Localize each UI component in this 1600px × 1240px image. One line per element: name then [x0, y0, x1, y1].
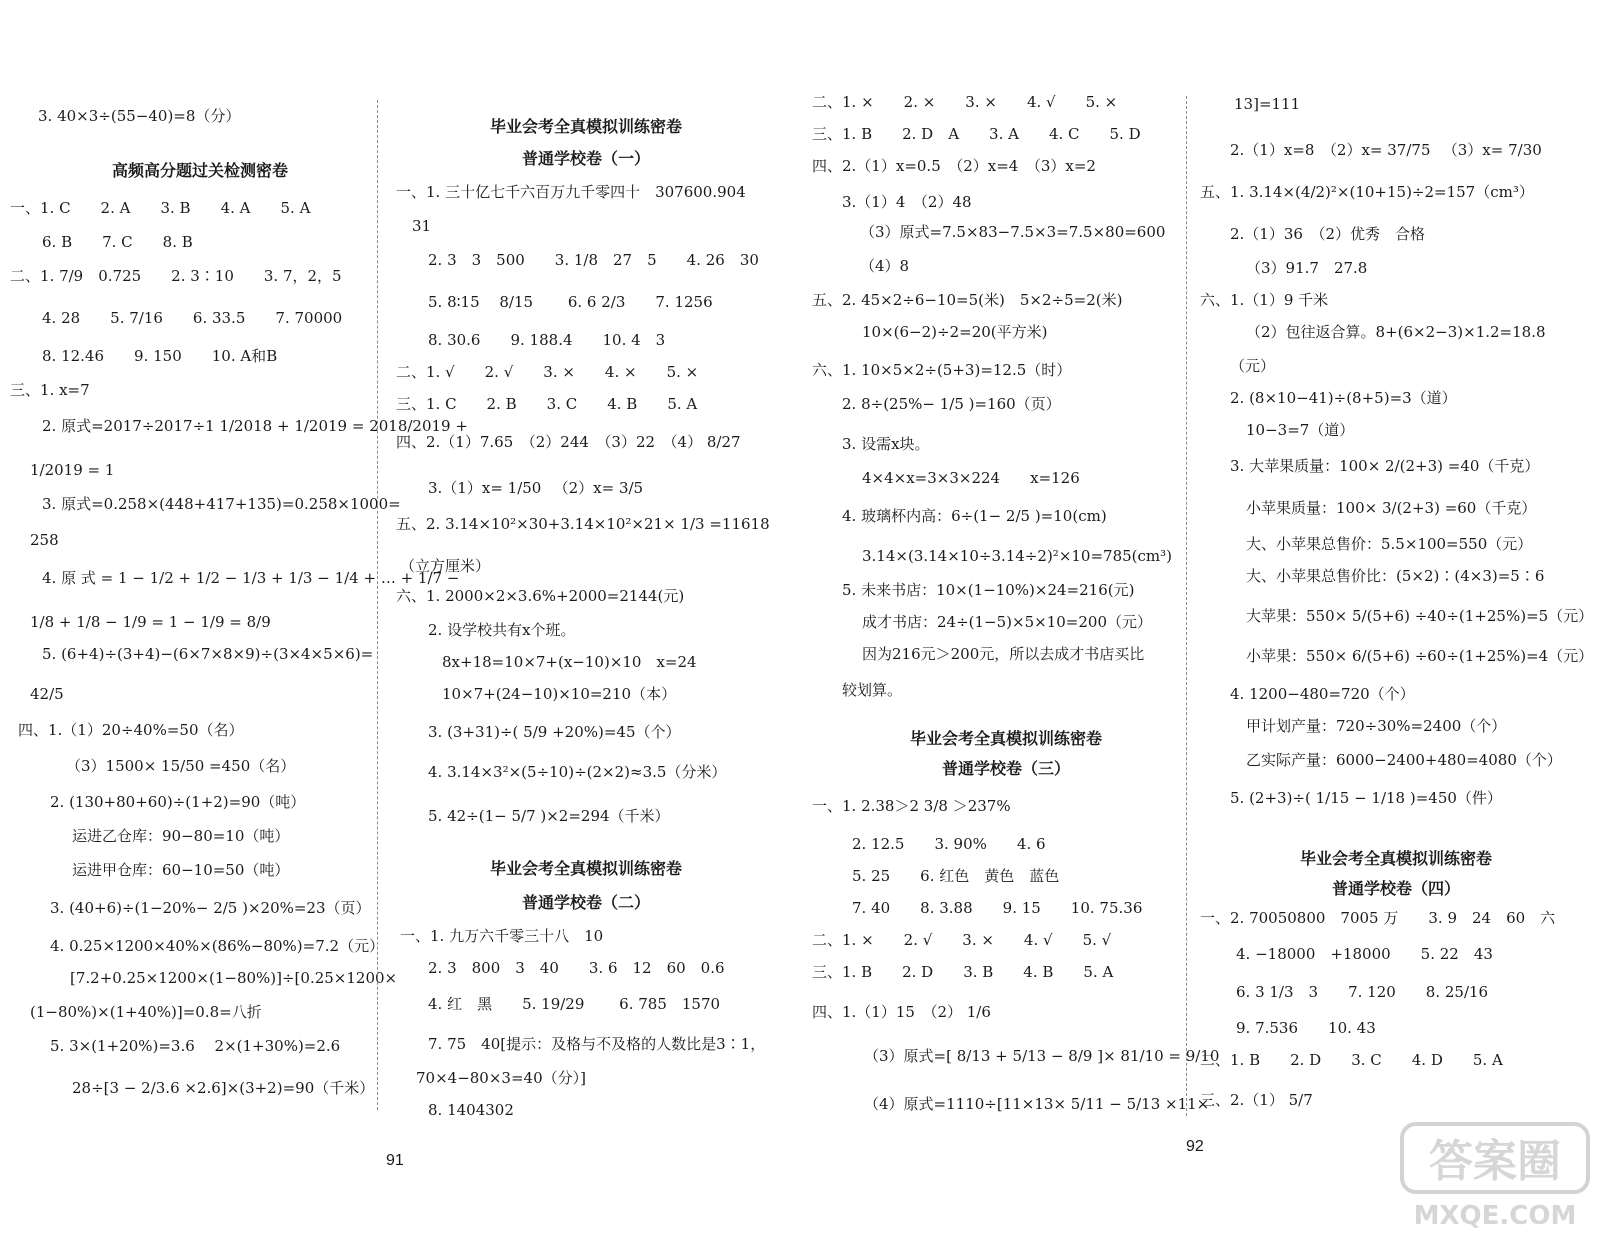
answer-line: 2.（1）x=8 （2）x= 37/75 （3）x= 7/30 — [1230, 141, 1542, 159]
answer-line: 4. 0.25×1200×40%×(86%−80%)=7.2（元） — [50, 937, 385, 955]
answer-line: 4. −18000 +18000 5. 22 43 — [1236, 945, 1493, 963]
exam-subtitle: 普通学校卷（二） — [521, 893, 650, 912]
answer-line: 四、2.（1）x=0.5 （2）x=4 （3）x=2 — [812, 157, 1096, 175]
answer-line: 70×4−80×3=40（分）] — [416, 1069, 586, 1087]
answer-line: 5. (2+3)÷( 1/15 − 1/18 )=450（件） — [1230, 789, 1502, 807]
answer-line: （4）原式=1110÷[11×13× 5/11 − 5/13 ×11× — [864, 1095, 1210, 1113]
answer-line: 4. 红 黑 5. 19/29 6. 785 1570 — [428, 995, 721, 1013]
answer-line: 5. (6+4)÷(3+4)−(6×7×8×9)÷(3×4×5×6)= — [42, 645, 374, 663]
answer-line: 3. 大苹果质量：100× 2/(2+3) =40（千克） — [1230, 457, 1540, 475]
answer-line: 5. 25 6. 红色 黄色 蓝色 — [852, 867, 1060, 885]
answer-line: 六、1. 2000×2×3.6%+2000=2144(元) — [396, 587, 685, 605]
answer-line: 4. 原 式 = 1 − 1/2 + 1/2 − 1/3 + 1/3 − 1/4 + … + 1/7 − — [42, 569, 460, 587]
answer-line: 一、1. C 2. A 3. B 4. A 5. A — [10, 199, 311, 217]
answer-line: 10−3=7（道） — [1246, 421, 1355, 439]
answer-line: 258 — [30, 531, 59, 549]
answer-line: 乙实际产量：6000−2400+480=4080（个） — [1246, 751, 1562, 769]
exam-subtitle: 普通学校卷（四） — [1331, 879, 1460, 898]
answer-line: 大苹果：550× 5/(5+6) ÷40÷(1+25%)=5（元） — [1246, 607, 1594, 625]
answer-line: 六、1.（1）9 千米 — [1200, 291, 1329, 309]
answer-line: （元） — [1230, 357, 1276, 375]
column-4 — [1196, 0, 1600, 1240]
answer-line: 运进甲仓库：60−10=50（吨） — [72, 861, 290, 879]
answer-line: 五、2. 45×2÷6−10=5(米) 5×2÷5=2(米) — [812, 291, 1123, 309]
answer-line: 三、1. x=7 — [10, 381, 90, 399]
answer-line: 小苹果：550× 6/(5+6) ÷60÷(1+25%)=4（元） — [1246, 647, 1594, 665]
column-divider — [1186, 96, 1187, 1116]
answer-line: 10×7+(24−10)×10=210（本） — [442, 685, 677, 703]
exam-title: 毕业会考全真模拟训练密卷 — [909, 729, 1102, 748]
answer-line: 8. 12.46 9. 150 10. A和B — [42, 347, 278, 365]
answer-line: 2. (130+80+60)÷(1+2)=90（吨） — [50, 793, 306, 811]
answer-line: 2. 12.5 3. 90% 4. 6 — [852, 835, 1046, 853]
answer-line: 5. 8∶15 8/15 6. 6 2/3 7. 1256 — [428, 293, 713, 311]
answer-line: 4. 玻璃杯内高：6÷(1− 2/5 )=10(cm) — [842, 507, 1107, 525]
answer-line: 3.（1）x= 1/50 （2）x= 3/5 — [428, 479, 644, 497]
column-3 — [806, 0, 1220, 1240]
answer-line: 二、1. × 2. √ 3. × 4. √ 5. √ — [812, 931, 1112, 949]
answer-line: 3. (40+6)÷(1−20%− 2/5 )×20%=23（页） — [50, 899, 371, 917]
answer-line: 8. 30.6 9. 188.4 10. 4 3 — [428, 331, 666, 349]
answer-line: （2）包往返合算。8+(6×2−3)×1.2=18.8 — [1246, 323, 1546, 341]
answer-line: （立方厘米） — [400, 557, 491, 575]
answer-line: 成才书店：24÷(1−5)×5×10=200（元） — [862, 613, 1152, 631]
answer-line: 二、1. √ 2. √ 3. × 4. × 5. × — [396, 363, 699, 381]
answer-line: 四、1.（1）15 （2） 1/6 — [812, 1003, 991, 1021]
answer-line: 5. 未来书店：10×(1−10%)×24=216(元) — [842, 581, 1135, 599]
answer-line: 2. 3 3 500 3. 1/8 27 5 4. 26 30 — [428, 251, 759, 269]
answer-line: 4. 3.14×3²×(5÷10)÷(2×2)≈3.5（分米） — [428, 763, 727, 781]
answer-line: （3）原式=7.5×83−7.5×3=7.5×80=600 — [860, 223, 1166, 241]
answer-line: 二、1. B 2. D 3. C 4. D 5. A — [1200, 1051, 1503, 1069]
answer-line: 一、2. 70050800 7005 万 3. 9 24 60 六 — [1200, 909, 1556, 927]
answer-line: 运进乙仓库：90−80=10（吨） — [72, 827, 290, 845]
answer-line: 2. 设学校共有x个班。 — [428, 621, 576, 639]
answer-line: 5. 42÷(1− 5/7 )×2=294（千米） — [428, 807, 670, 825]
answer-line: 3. 原式=0.258×(448+417+135)=0.258×1000= — [42, 495, 401, 513]
answer-line: 13]=111 — [1234, 95, 1301, 113]
answer-line: 8x+18=10×7+(x−10)×10 x=24 — [442, 653, 697, 671]
answer-line: 1/2019 = 1 — [30, 461, 115, 479]
answer-line: 2. 原式=2017÷2017÷1 1/2018 + 1/2019 = 2018/2019 + — [42, 417, 468, 435]
answer-line: 1/8 + 1/8 − 1/9 = 1 − 1/9 = 8/9 — [30, 613, 271, 631]
answer-line: 6. 3 1/3 3 7. 120 8. 25/16 — [1236, 983, 1489, 1001]
answer-line: 2.（1）36 （2）优秀 合格 — [1230, 225, 1425, 243]
answer-line: 2. 3 800 3 40 3. 6 12 60 0.6 — [428, 959, 725, 977]
watermark-text-top: 答案圈 — [1429, 1136, 1561, 1187]
exam-title: 毕业会考全真模拟训练密卷 — [489, 859, 682, 878]
answer-line: 7. 75 40[提示：及格与不及格的人数比是3∶1， — [428, 1035, 766, 1053]
answer-line: 8. 1404302 — [428, 1101, 514, 1119]
answer-line: （3）91.7 27.8 — [1246, 259, 1368, 277]
answer-line: 10×(6−2)÷2=20(平方米) — [862, 323, 1048, 341]
answer-line: 四、2.（1）7.65 （2）244 （3）22 （4） 8/27 — [396, 433, 741, 451]
exam-subtitle: 普通学校卷（一） — [521, 149, 650, 168]
answer-line: 五、2. 3.14×10²×30+3.14×10²×21× 1/3 =11618 — [396, 515, 770, 533]
section-heading: 高频高分题过关检测密卷 — [111, 161, 288, 180]
column-2 — [386, 0, 790, 1240]
answer-line: 7. 40 8. 3.88 9. 15 10. 75.36 — [852, 899, 1143, 917]
answer-line: 较划算。 — [842, 681, 903, 699]
answer-line: 2. 8÷(25%− 1/5 )=160（页） — [842, 395, 1061, 413]
answer-line: 4. 28 5. 7/16 6. 33.5 7. 70000 — [42, 309, 343, 327]
answer-line: （3）原式=[ 8/13 + 5/13 − 8/9 ]× 81/10 = 9/10 — [864, 1047, 1220, 1065]
answer-line: 5. 3×(1+20%)=3.6 2×(1+30%)=2.6 — [50, 1037, 341, 1055]
answer-line: [7.2+0.25×1200×(1−80%)]÷[0.25×1200× — [70, 969, 398, 987]
answer-line: 四、1.（1）20÷40%=50（名） — [18, 721, 244, 739]
page-number-left: 91 — [386, 1152, 404, 1169]
answer-line: 二、1. × 2. × 3. × 4. √ 5. × — [812, 93, 1118, 111]
answer-line: (1−80%)×(1+40%)]=0.8=八折 — [30, 1003, 262, 1021]
answer-line: 一、1. 三十亿七千六百万九千零四十 307600.904 — [396, 183, 746, 201]
answer-line: 五、1. 3.14×(4/2)²×(10+15)÷2=157（cm³） — [1200, 183, 1534, 201]
answer-line: 一、1. 2.38＞2 3/8 ＞237% — [812, 797, 1011, 815]
answer-line: 三、2.（1） 5/7 — [1200, 1091, 1313, 1109]
answer-line: 3. 40×3÷(55−40)=8（分） — [38, 107, 241, 125]
answer-line: 4×4×x=3×3×224 x=126 — [862, 469, 1080, 487]
answer-line: 3. 设需x块。 — [842, 435, 930, 453]
exam-title: 毕业会考全真模拟训练密卷 — [489, 117, 682, 136]
answer-line: 小苹果质量：100× 3/(2+3) =60（千克） — [1246, 499, 1537, 517]
answer-line: 3. (3+31)÷( 5/9 +20%)=45（个） — [428, 723, 681, 741]
answer-line: 甲计划产量：720÷30%=2400（个） — [1246, 717, 1507, 735]
answer-line: 二、1. 7/9 0.725 2. 3∶10 3. 7，2，5 — [10, 267, 342, 285]
answer-line: 一、1. 九万六千零三十八 10 — [400, 927, 604, 945]
answer-line: 3.14×(3.14×10÷3.14÷2)²×10=785(cm³) — [862, 547, 1173, 565]
answer-line: 因为216元＞200元，所以去成才书店买比 — [862, 645, 1145, 663]
answer-line: （3）1500× 15/50 =450（名） — [66, 757, 296, 775]
column-divider — [377, 100, 378, 1110]
answer-line: 2. (8×10−41)÷(8+5)=3（道） — [1230, 389, 1457, 407]
answer-line: 六、1. 10×5×2÷(5+3)=12.5（时） — [812, 361, 1072, 379]
exam-title: 毕业会考全真模拟训练密卷 — [1299, 849, 1492, 868]
answer-line: 大、小苹果总售价：5.5×100=550（元） — [1246, 535, 1533, 553]
answer-line: 三、1. B 2. D 3. B 4. B 5. A — [812, 963, 1114, 981]
answer-line: 3.（1）4 （2）48 — [842, 193, 972, 211]
answer-line: 三、1. B 2. D A 3. A 4. C 5. D — [812, 125, 1141, 143]
watermark-text-bottom: MXQE.COM — [1413, 1201, 1577, 1231]
answer-line: （4）8 — [860, 257, 910, 275]
watermark-logo — [1400, 1120, 1590, 1232]
answer-line: 9. 7.536 10. 43 — [1236, 1019, 1376, 1037]
answer-line: 6. B 7. C 8. B — [42, 233, 193, 251]
answer-line: 大、小苹果总售价比：(5×2)∶(4×3)=5∶6 — [1246, 567, 1545, 585]
answer-line: 4. 1200−480=720（个） — [1230, 685, 1415, 703]
exam-subtitle: 普通学校卷（三） — [941, 759, 1070, 778]
answer-line: 三、1. C 2. B 3. C 4. B 5. A — [396, 395, 698, 413]
answer-line: 28÷[3 − 2/3.6 ×2.6]×(3+2)=90（千米） — [72, 1079, 375, 1097]
page-number-right: 92 — [1186, 1138, 1204, 1155]
answer-line: 31 — [412, 217, 432, 235]
answer-line: 42/5 — [30, 685, 64, 703]
